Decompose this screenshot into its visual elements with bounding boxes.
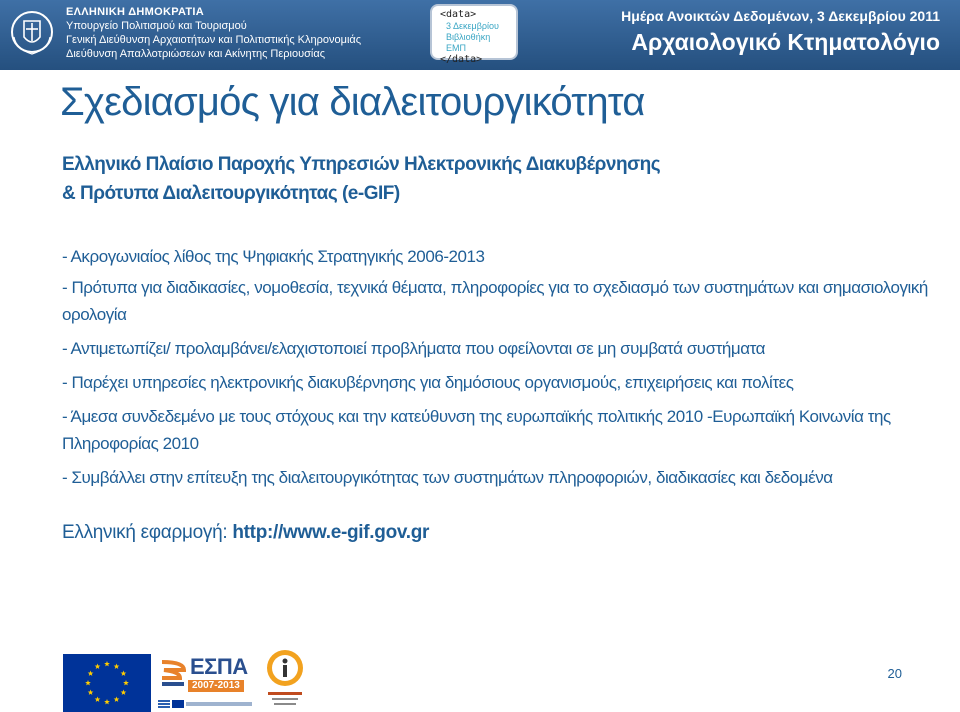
badge-close-tag: </data> (440, 54, 483, 65)
espa-logo (158, 652, 252, 712)
event-date: Ημέρα Ανοικτών Δεδομένων, 3 Δεκεμβρίου 2011 (621, 8, 940, 24)
event-block (621, 6, 940, 58)
bullet-item: - Συμβάλλει στην επίτευξη της διαλειτουργικότητας των συστημάτων πληροφοριών, διαδικασίες και δεδομένα (62, 468, 833, 487)
open-data-badge (430, 4, 518, 65)
bullet-item: - Άμεσα συνδεδεμένο με τους στόχους και την κατεύθυνση της ευρωπαϊκής πολιτικής 2010 -Ευρωπαϊκή Κοινωνία της Πληροφορίας 2010 (62, 407, 891, 453)
egif-link-line (62, 519, 429, 547)
subtitle-line: & Πρότυπα Διαλειτουργικότητας (e-GIF) (62, 183, 400, 204)
bullet-item: - Πρότυπα για διαδικασίες, νομοθεσία, τεχνικά θέματα, πληροφορίες για το σχεδιασμό των συστημάτων και σημασιολογική ορολογία (62, 278, 928, 324)
espa-years: 2007-2013 (188, 680, 244, 692)
ministry-line: Διεύθυνση Απαλλοτριώσεων και Ακίνητης Περιουσίας (66, 48, 326, 60)
page-number: 20 (887, 666, 902, 681)
bullet-list (62, 243, 952, 498)
information-society-logo-icon (262, 648, 308, 710)
event-title: Αρχαιολογικό Κτηματολόγιο (631, 29, 940, 55)
espa-word: ΕΣΠΑ (190, 654, 248, 679)
header-banner (0, 0, 960, 70)
badge-open-tag: <data> (440, 9, 477, 20)
bullet-item: - Παρέχει υπηρεσίες ηλεκτρονικής διακυβέρνησης για δημόσιους οργανισμούς, επιχειρήσεις και πολίτες (62, 373, 794, 392)
link-label: Ελληνική εφαρμογή: (62, 522, 233, 543)
espa-swirl-icon (158, 656, 188, 692)
badge-location: Βιβλιοθήκη ΕΜΠ (446, 32, 491, 53)
greek-and-eu-flags-icon (158, 700, 252, 708)
ministry-line: Υπουργείο Πολιτισμού και Τουρισμού (66, 20, 247, 32)
ministry-line: ΕΛΛΗΝΙΚΗ ΔΗΜΟΚΡΑΤΙΑ (66, 6, 204, 18)
subtitle-line: Ελληνικό Πλαίσιο Παροχής Υπηρεσιών Ηλεκτρονικής Διακυβέρνησης (62, 154, 661, 175)
badge-date: 3 Δεκεμβρίου (446, 21, 499, 31)
slide-subtitle (62, 150, 660, 208)
greek-republic-seal-icon (10, 7, 54, 57)
slide-title: Σχεδιασμός για διαλειτουργικότητα (60, 80, 645, 124)
ministry-line: Γενική Διεύθυνση Αρχαιοτήτων και Πολιτιστικής Κληρονομιάς (66, 34, 362, 46)
eu-flag-icon (63, 654, 151, 712)
egif-url-link[interactable]: http://www.e-gif.gov.gr (232, 522, 430, 543)
bullet-item: - Ακρογωνιαίος λίθος της Ψηφιακής Στρατηγικής 2006-2013 (62, 247, 485, 266)
ministry-name-block (66, 5, 361, 61)
bullet-item: - Αντιμετωπίζει/ προλαμβάνει/ελαχιστοποιεί προβλήματα που οφείλονται σε μη συμβατά συστήματα (62, 339, 766, 358)
